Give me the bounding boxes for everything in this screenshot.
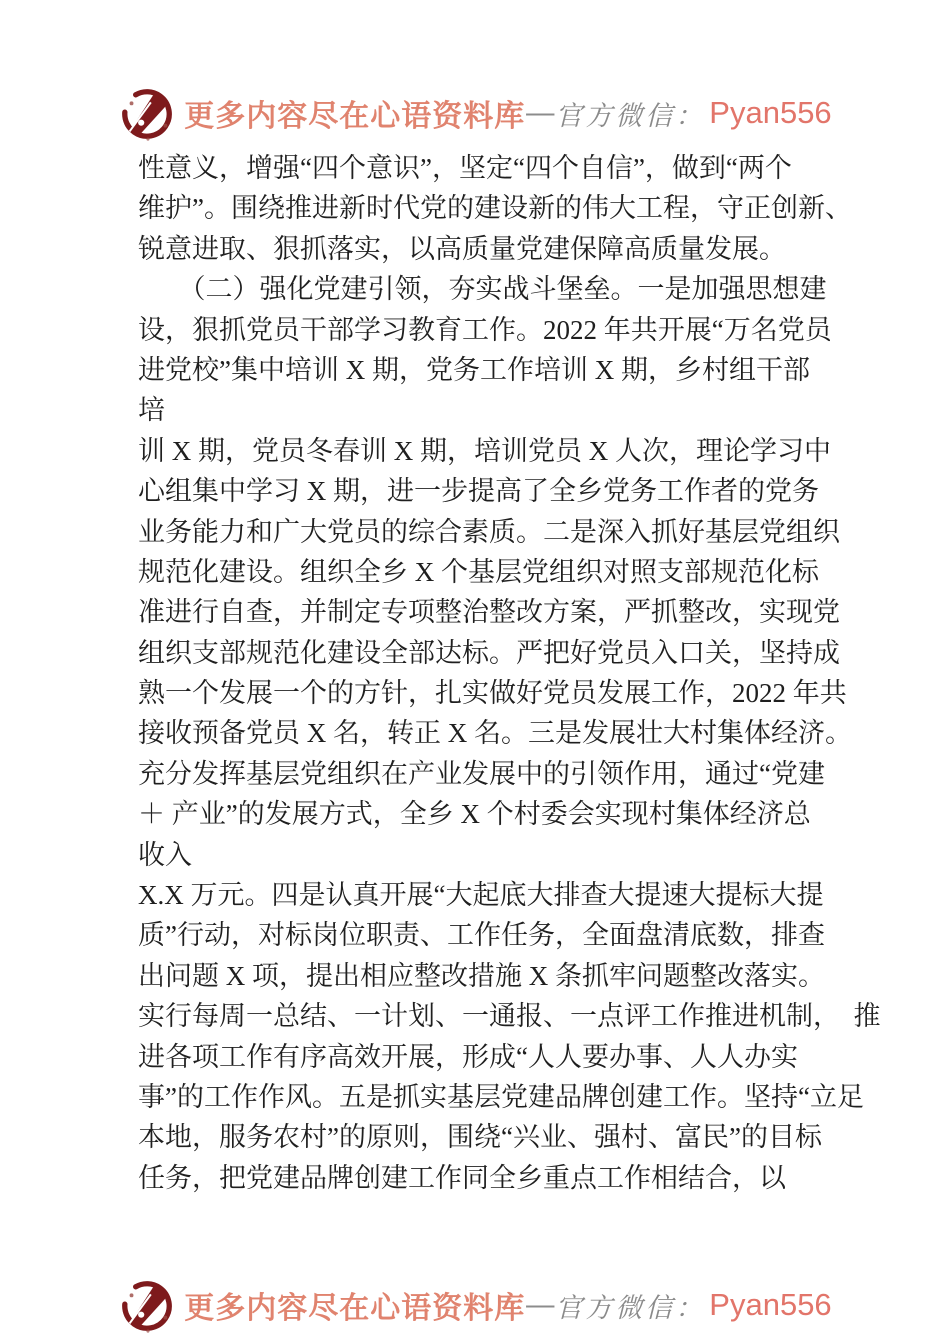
text-line: 事”的工作作风。五是抓实基层党建品牌创建工作。坚持“立足 bbox=[138, 1081, 864, 1112]
watermark-dash: — bbox=[526, 1289, 555, 1320]
text-line: 心组集中学习 X 期，进一步提高了全乡党务工作者的党务 bbox=[138, 476, 819, 507]
text-line: 进党校”集中培训 X 期，党务工作培训 X 期，乡村组干部 bbox=[138, 354, 810, 385]
text-line: 锐意进取、狠抓落实，以高质量党建保障高质量发展。 bbox=[138, 233, 786, 264]
wechat-label: 官方微信： bbox=[555, 1292, 706, 1323]
text-line: 本地，服务农村”的原则，围绕“兴业、强村、富民”的目标 bbox=[138, 1122, 822, 1153]
text-line: 维护”。围绕推进新时代党的建设新的伟大工程，守正创新、 bbox=[138, 193, 852, 224]
pen-nib-circle-icon bbox=[118, 84, 176, 142]
text-line: 训 X 期，党员冬春训 X 期，培训党员 X 人次，理论学习中 bbox=[138, 435, 831, 466]
text-line: 设，狠抓党员干部学习教育工作。2022 年共开展“万名党员 bbox=[138, 314, 832, 345]
wechat-id: Pyan556 bbox=[709, 95, 832, 130]
text-line: 业务能力和广大党员的综合素质。二是深入抓好基层党组织 bbox=[138, 516, 840, 547]
text-line: 规范化建设。组织全乡 X 个基层党组织对照支部规范化标 bbox=[138, 556, 819, 587]
text-line: X.X 万元。四是认真开展“大起底大排查大提速大提标大提 bbox=[138, 880, 824, 911]
header-watermark bbox=[0, 84, 950, 142]
text-line: 充分发挥基层党组织在产业发展中的引领作用，通过“党建 bbox=[138, 758, 825, 789]
wechat-label: 官方微信： bbox=[555, 100, 706, 131]
text-line: （二）强化党建引领，夯实战斗堡垒。一是加强思想建 bbox=[138, 274, 827, 305]
text-line: 性意义，增强“四个意识”，坚定“四个自信”，做到“两个 bbox=[138, 153, 792, 183]
text-line: 实行每周一总结、一计划、一通报、一点评工作推进机制， 推 bbox=[138, 1001, 881, 1032]
text-line: 熟一个发展一个的方针，扎实做好党员发展工作，2022 年共 bbox=[138, 678, 847, 709]
text-line: 准进行自查，并制定专项整治整改方案，严抓整改，实现党 bbox=[138, 597, 840, 628]
watermark-text: 更多内容尽在心语资料库 bbox=[184, 1292, 526, 1325]
text-line: 质”行动，对标岗位职责、工作任务，全面盘清底数，排查 bbox=[138, 920, 825, 951]
pen-nib-circle-icon bbox=[118, 1276, 176, 1334]
watermark-dash: — bbox=[526, 97, 555, 128]
text-line: 进各项工作有序高效开展，形成“人人要办事、人人办实 bbox=[138, 1041, 798, 1072]
text-line: 收入 bbox=[138, 839, 192, 870]
text-line: 接收预备党员 X 名，转正 X 名。三是发展壮大村集体经济。 bbox=[138, 718, 852, 749]
text-line: 任务，把党建品牌创建工作同全乡重点工作相结合，以 bbox=[138, 1162, 786, 1193]
text-line: ＋ 产业”的发展方式，全乡 X 个村委会实现村集体经济总 bbox=[138, 799, 811, 830]
text-line: 组织支部规范化建设全部达标。严把好党员入口关，坚持成 bbox=[138, 637, 840, 668]
document-body bbox=[138, 148, 881, 1198]
text-line: 出问题 X 项，提出相应整改措施 X 条抓牢问题整改落实。 bbox=[138, 960, 825, 991]
watermark-text: 更多内容尽在心语资料库 bbox=[184, 100, 526, 133]
wechat-id: Pyan556 bbox=[709, 1287, 832, 1322]
text-line: 培 bbox=[138, 395, 165, 426]
footer-watermark bbox=[0, 1276, 950, 1334]
